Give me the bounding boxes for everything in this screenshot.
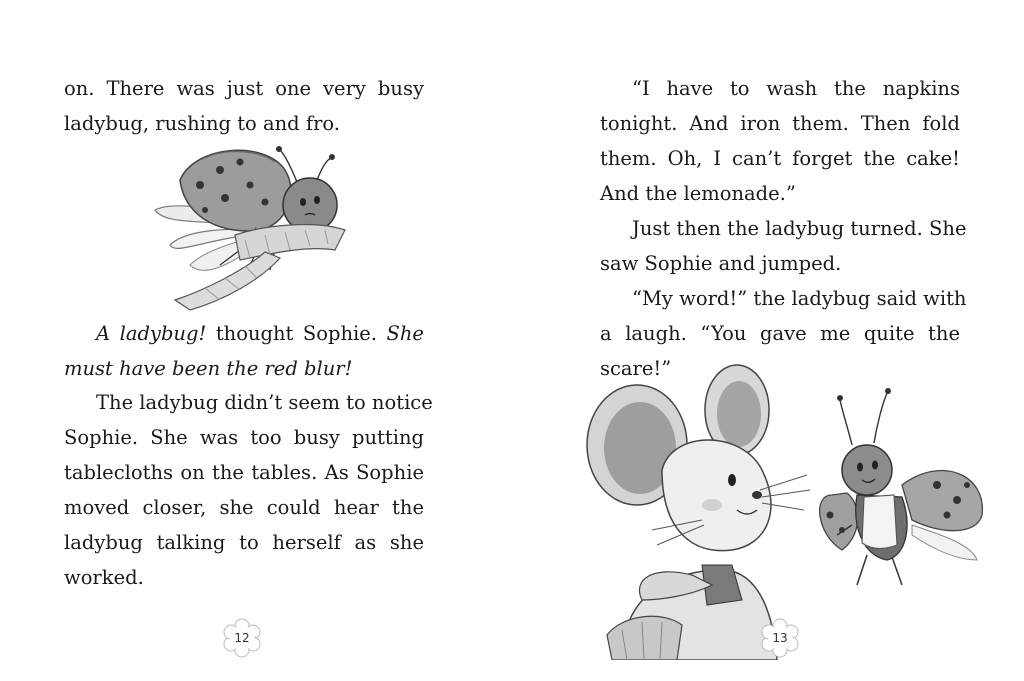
text-line: ladybug talking to herself as she (64, 531, 424, 554)
text-line: scare!” (600, 357, 672, 380)
page-number: 13 (772, 631, 788, 645)
text-line: Just then the ladybug turned. She (632, 217, 967, 240)
text-line: ladybug, rushing to and fro. (64, 112, 340, 135)
text-line: A ladybug! thought Sophie. She (96, 322, 424, 345)
text-line: Sophie. She was too busy putting (64, 426, 424, 449)
standing-ladybug-illustration (812, 385, 992, 595)
mouse-sophie-illustration (582, 360, 812, 660)
text-line: The ladybug didn’t seem to notice (96, 391, 433, 414)
text-line: moved closer, she could hear the (64, 496, 424, 519)
text-line: “I have to wash the napkins (632, 77, 960, 100)
page-number-badge (222, 618, 262, 658)
right-page (512, 0, 1024, 681)
text-line: a laugh. “You gave me quite the (600, 322, 960, 345)
page-number-badge (760, 618, 800, 658)
text-line: tablecloths on the tables. As Sophie (64, 461, 424, 484)
text-line: on. There was just one very busy (64, 77, 424, 100)
text-line: tonight. And iron them. Then fold (600, 112, 960, 135)
text-line: must have been the red blur! (64, 357, 353, 380)
flying-ladybug-illustration (145, 140, 370, 315)
text-line: “My word!” the ladybug said with (632, 287, 967, 310)
page-number: 12 (234, 631, 250, 645)
text-line: saw Sophie and jumped. (600, 252, 842, 275)
text-line: them. Oh, I can’t forget the cake! (600, 147, 960, 170)
text-line: worked. (64, 566, 144, 589)
text-line: And the lemonade.” (600, 182, 796, 205)
